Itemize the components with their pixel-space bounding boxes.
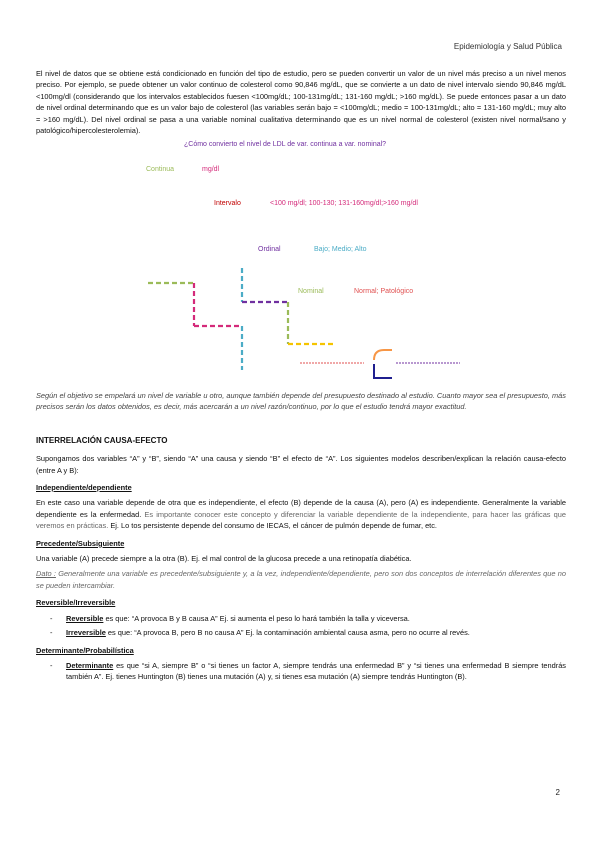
determ-list <box>36 660 566 683</box>
intro-paragraph: El nivel de datos que se obtiene está condicionado en función del tipo de estudio, pero se pueden convertir un valor de un nivel más preciso a un nivel menos preciso. Por ejemplo, se puede obtener un valor continuo de colesterol como 90,846 mg/dL, que se convierte a un dato de nivel intervalo siendo 90,846 mg/dL <100mg/dl (considerando que los intervalos establecidos fuesen <100mg/dL; 100-131mg/dL; 131-160 mg/dL; >160 mg/dL). Se puede entonces pasar a un dato de nivel ordinal determinando que es un valor bajo de colesterol (las variables serán bajo = <100mg/dL; medio = 100-131mg/dL; alto = 131-160 mg/dL; muy alto = >160 mg/dL). Del nivel ordinal se pasa a una variable nominal cualitativa determinando que es un nivel normal de colesterol (existen nivel normal/sano y patológico/hipercolesterolemia). <box>36 69 566 136</box>
revers-list <box>36 613 566 639</box>
running-header: Epidemiología y Salud Pública <box>453 42 562 51</box>
term: Irreversible <box>66 628 106 638</box>
term-text: es que: “A provoca B, pero B no causa A” Ej. la contaminación ambiental causa asma, pero no ocurre al revés. <box>105 628 470 638</box>
lower-content <box>36 390 566 687</box>
indep-note: Es importante conocer este concepto y diferenciar la variable dependiente de la independiente, para hacer las gráficas que veremos en prácticas. <box>36 509 566 531</box>
indep-title: Independiente/dependiente <box>36 483 132 493</box>
indep-paragraph <box>36 497 566 531</box>
indep-example: Ej. Lo tos persistente depende del consumo de IECAS, el cáncer de pulmón depende de fumar, etc. <box>110 521 437 531</box>
determ-title: Determinante/Probabilística <box>36 645 134 655</box>
label-nominal: Nominal <box>298 288 324 296</box>
list-item <box>66 660 566 683</box>
label-ordinal: Ordinal <box>258 246 281 254</box>
value-ordinal: Bajo; Medio; Alto <box>314 246 367 254</box>
diagram-lower-lines <box>0 0 600 400</box>
list-item <box>66 613 566 624</box>
preced-title: Precedente/Subsiguiente <box>36 538 125 548</box>
bracket-orange <box>374 350 392 360</box>
bracket-blue <box>374 364 392 378</box>
page-number: 2 <box>555 788 560 797</box>
term: Determinante <box>66 660 114 670</box>
label-intervalo: Intervalo <box>214 200 241 208</box>
term-text: es que “si A, siempre B” o “si tienes un factor A, siempre tendrás una enfermedad B” y “si tienes una enfermedad B siempre tendrás también A”. Ej. tienes Huntington (B) tienes una mutación (A) y, si tienes esa mutación (A) siempre tendrás Huntington (B). <box>66 660 566 682</box>
list-item <box>66 627 566 638</box>
label-continua: Continua <box>146 166 175 174</box>
caption-paragraph: Según el objetivo se empelará un nivel de variable u otro, aunque también depende del presupuesto destinado al estudio. Cuanto mayor sea el presupuesto, más precisos serán los datos obtenidos, es decir, más acercarán a un nivel razón/continuo, por lo que el estudio tendrá mayor exactitud. <box>36 391 566 412</box>
dato-label: Dato : <box>36 569 56 579</box>
indep-text: En este caso una variable depende de otra que es independiente, el efecto (B) depende de la causa (A), pero (A) es independiente. Generalmente la variable dependiente es la enfermedad. <box>36 498 566 519</box>
value-intervalo: <100 mg/dl; 100-130; 131-160mg/dl;>160 mg/dl <box>270 200 418 208</box>
section-title: INTERRELACIÓN CAUSA-EFECTO <box>36 435 168 445</box>
section-intro: Supongamos dos variables “A” y “B”, siendo “A” una causa y siendo “B” el efecto de “A”. Los siguientes modelos describen/explican la relación causa-efecto (entre A y B): <box>36 454 566 475</box>
term-text: es que: “A provoca B y B causa A” Ej. si aumenta el peso lo hará también la talla y viceversa. <box>103 613 410 623</box>
preced-text: Una variable (A) precede siempre a la otra (B). Ej. el mal control de la glucosa precede a una retinopatía diabética. <box>36 554 412 564</box>
revers-title: Reversible/Irreversible <box>36 598 116 608</box>
value-continua: mg/dl <box>202 166 220 174</box>
dato-text: Generalmente una variable es precedente/subsiguiente y, a la vez, independiente/dependiente, pero son dos conceptos de interrelación diferentes que no se pueden intercambiar. <box>36 569 567 590</box>
term: Reversible <box>66 613 104 623</box>
preced-dato <box>36 568 566 591</box>
value-nominal: Normal; Patológico <box>354 288 414 296</box>
diagram-title: ¿Cómo convierto el nivel de LDL de var. continua a var. nominal? <box>184 141 387 149</box>
